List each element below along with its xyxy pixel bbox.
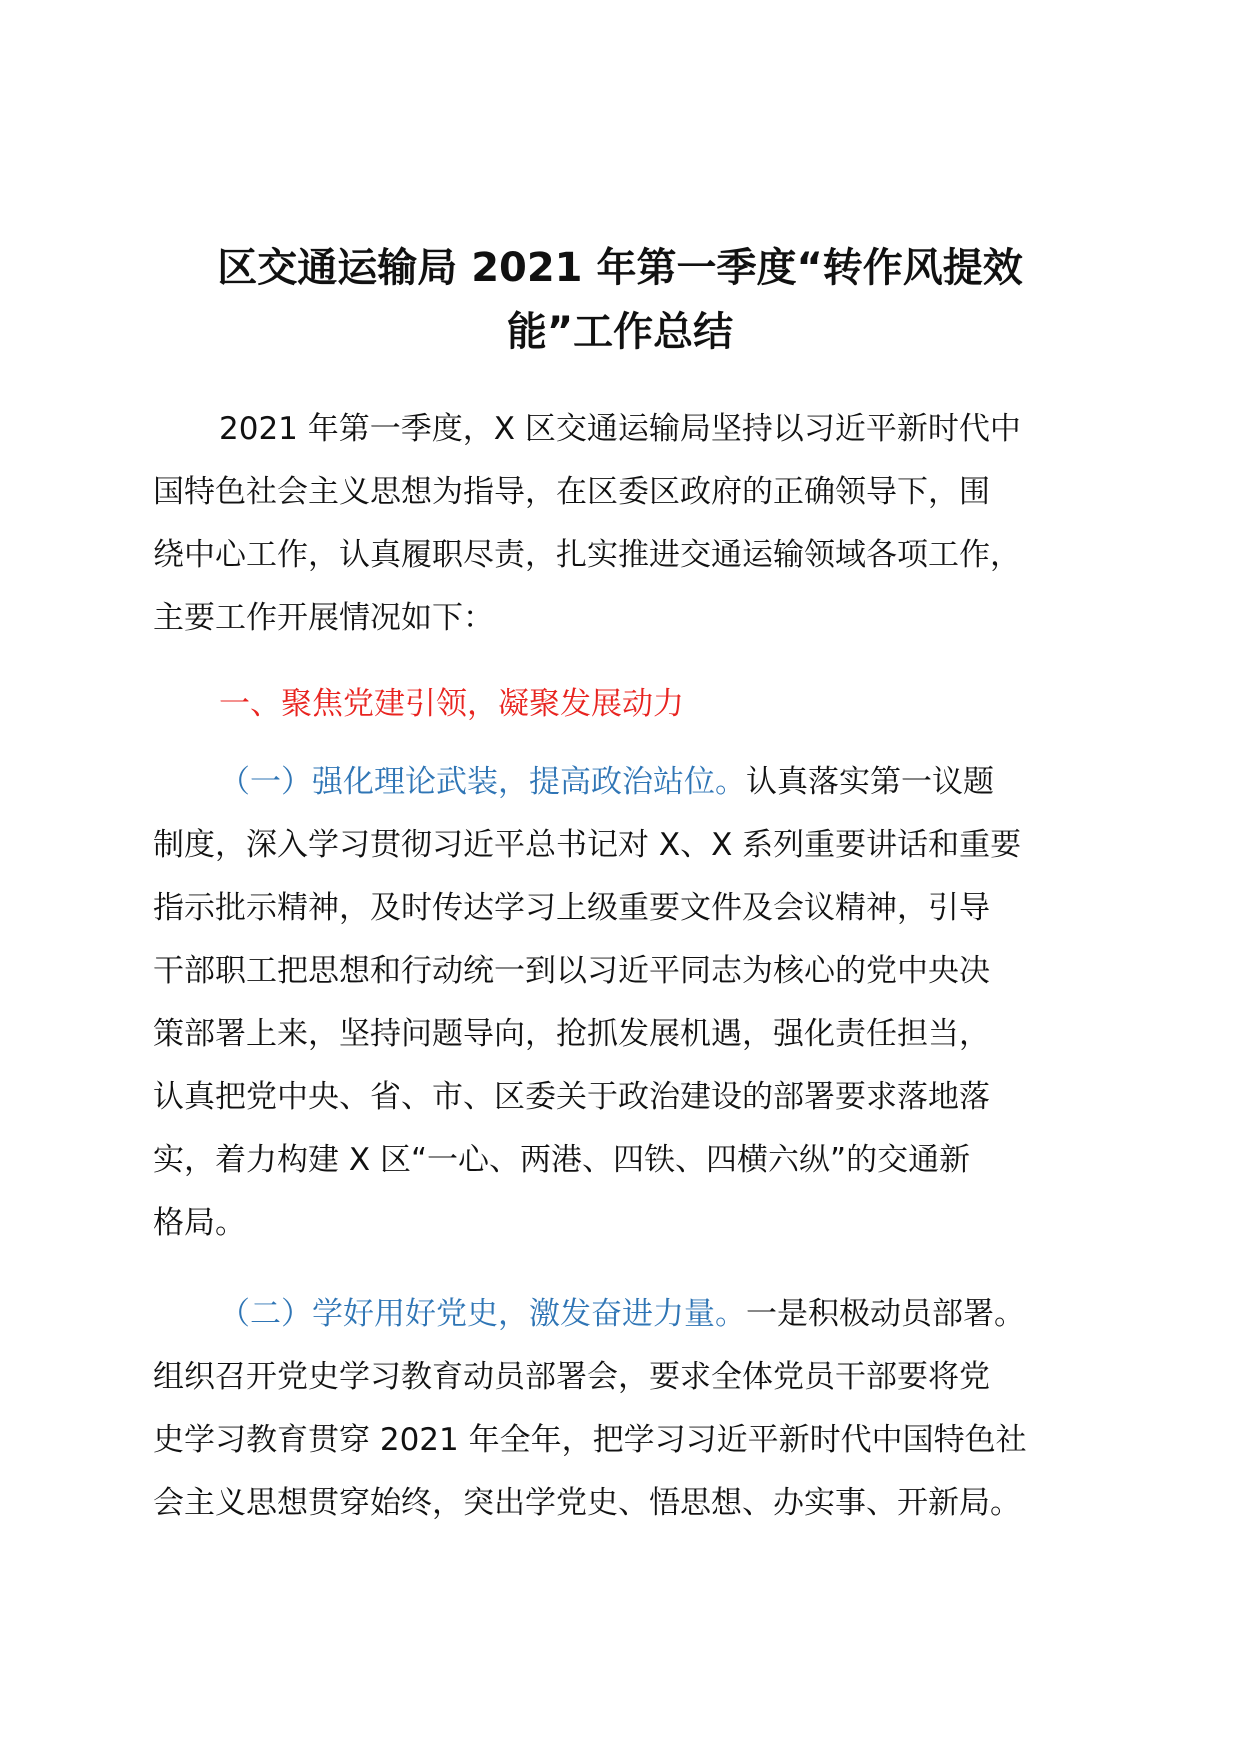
subsection-paragraph-1 [153, 751, 1108, 1255]
intro-line: 主要工作开展情况如下： [153, 600, 494, 636]
paragraph-text: 一是积极动员部署。 [746, 1296, 1025, 1332]
paragraph-line: 指示批示精神，及时传达学习上级重要文件及会议精神，引导 [153, 890, 990, 926]
section-heading-1: 一、聚焦党建引领，凝聚发展动力 [219, 686, 684, 722]
subsection-heading-2: （二）学好用好党史，激发奋进力量。 [219, 1296, 746, 1332]
subsection-paragraph-2 [153, 1283, 1108, 1535]
paragraph-line: 干部职工把思想和行动统一到以习近平同志为核心的党中央决 [153, 953, 990, 989]
paragraph-line: 策部署上来，坚持问题导向，抢抓发展机遇，强化责任担当， [153, 1016, 990, 1052]
paragraph-line: 格局。 [153, 1205, 246, 1241]
paragraph-line: 认真把党中央、省、市、区委关于政治建设的部署要求落地落 [153, 1079, 990, 1115]
intro-paragraph [153, 398, 1108, 650]
intro-line: 2021 年第一季度，X 区交通运输局坚持以习近平新时代中 [219, 411, 1021, 447]
paragraph-text: 认真落实第一议题 [746, 764, 994, 800]
intro-line: 绕中心工作，认真履职尽责，扎实推进交通运输领域各项工作， [153, 537, 1021, 573]
title-line-2: 能”工作总结 [506, 309, 734, 355]
paragraph-line: 史学习教育贯穿 2021 年全年，把学习习近平新时代中国特色社 [153, 1422, 1027, 1458]
paragraph-first-line [153, 751, 1108, 814]
paragraph-first-line [153, 1283, 1108, 1346]
subsection-heading-1: （一）强化理论武装，提高政治站位。 [219, 764, 746, 800]
intro-line: 国特色社会主义思想为指导，在区委区政府的正确领导下，围 [153, 474, 990, 510]
paragraph-line: 会主义思想贯穿始终，突出学党史、悟思想、办实事、开新局。 [153, 1485, 1021, 1521]
paragraph-line: 组织召开党史学习教育动员部署会，要求全体党员干部要将党 [153, 1359, 990, 1395]
title-line-1: 区交通运输局 2021 年第一季度“转作风提效 [217, 245, 1023, 291]
document-title [150, 236, 1090, 364]
paragraph-line: 实，着力构建 X 区“一心、两港、四铁、四横六纵”的交通新 [153, 1142, 971, 1178]
paragraph-line: 制度，深入学习贯彻习近平总书记对 X、X 系列重要讲话和重要 [153, 827, 1022, 863]
